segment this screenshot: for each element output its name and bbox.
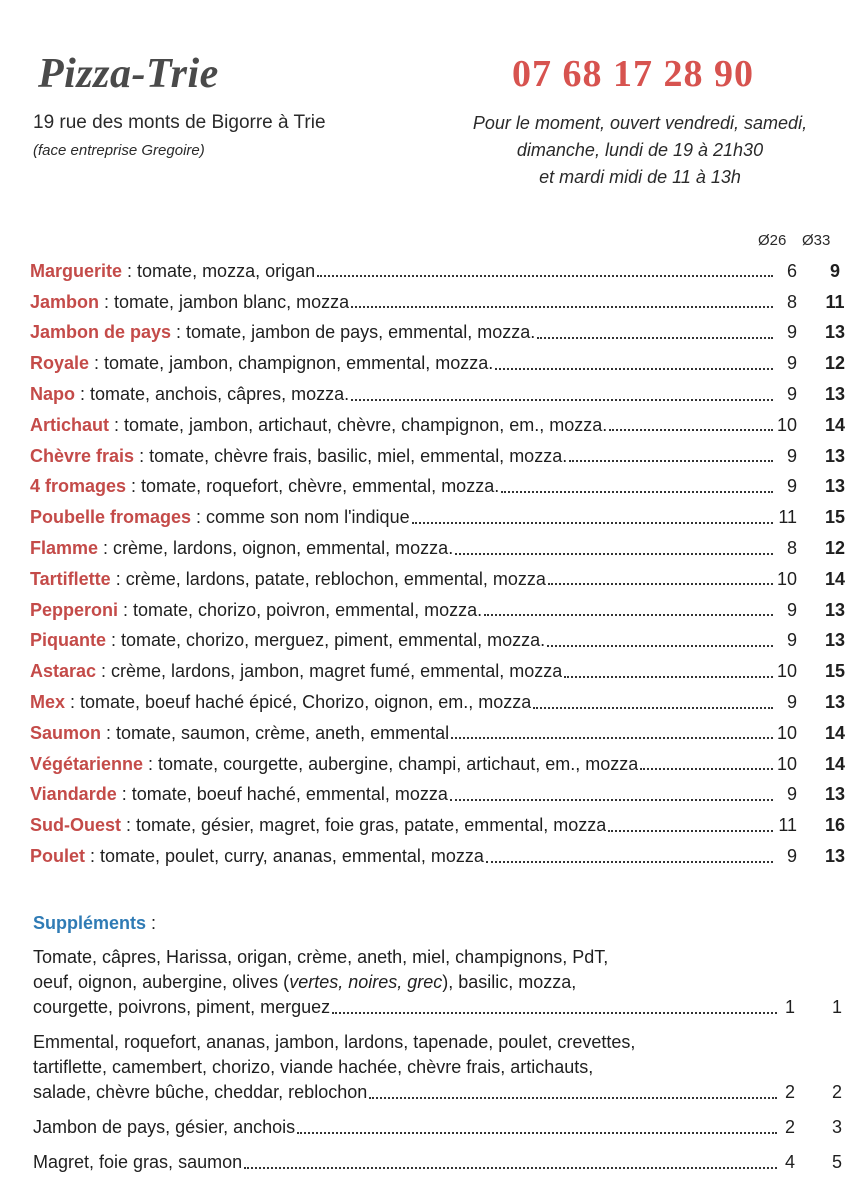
dot-leader [547,645,773,647]
price-small: 9 [786,630,797,651]
dot-leader [332,1012,777,1014]
pizza-description [30,415,607,436]
pizza-ingredients: : tomate, jambon, champignon, emmental, mozza. [89,353,494,374]
pizza-name: Pepperoni [30,599,119,620]
price-small: 10 [776,568,797,589]
hours-line: dimanche, lundi de 19 à 21h30 [516,140,764,160]
price-small: 6 [786,260,797,281]
pizza-description [30,292,349,313]
pizza-name: Poulet [30,846,86,867]
pizza-description [30,815,606,836]
pizza-name: Jambon de pays [30,322,172,343]
phone-number: 07 68 17 28 90 [512,53,754,95]
supplement-group [33,1150,845,1175]
pizza-name: Viandarde [30,784,117,805]
supplement-text: ), basilic, mozza, [442,972,577,992]
supplement-price-line [33,1150,845,1175]
pizza-description [30,507,410,528]
dot-leader [495,368,773,370]
pizza-description [30,538,453,559]
price-large: 15 [825,661,846,682]
price-small: 9 [786,353,797,374]
pizza-row [30,718,845,749]
dot-leader [450,799,773,801]
pizza-description [30,754,638,775]
supplement-price-line [33,1080,845,1105]
supplement-text: Jambon de pays, gésier, anchois [33,1117,296,1137]
pizza-ingredients: : tomate, saumon, crème, aneth, emmental [101,722,450,743]
price-small: 4 [784,1152,795,1172]
pizza-name: Mex [30,692,66,713]
supplements-list [33,945,845,1185]
supplement-text: Magret, foie gras, saumon [33,1152,243,1172]
dot-leader [486,861,773,863]
pizza-description [30,692,531,713]
pizza-row [30,256,845,287]
price-large: 3 [831,1117,842,1137]
pizza-name: 4 fromages [30,476,127,497]
price-large: 12 [825,538,846,559]
supplement-text: courgette, poivrons, piment, merguez [33,997,331,1017]
dot-leader [297,1132,777,1134]
pizza-ingredients: : tomate, boeuf haché, emmental, mozza [116,784,448,805]
supplements-title-colon: : [146,913,157,933]
dot-leader [412,522,773,524]
pizza-row [30,441,845,472]
pizza-row [30,502,845,533]
pizza-ingredients: : tomate, chorizo, merguez, piment, emmental, mozza. [106,630,546,651]
pizza-name: Flamme [30,538,99,559]
price-small: 9 [786,384,797,405]
pizza-name: Royale [30,353,90,374]
pizza-ingredients: : tomate, roquefort, chèvre, emmental, mozza. [126,476,500,497]
price-large: 13 [825,445,846,466]
pizza-description [30,846,484,867]
supplement-line: Tomate, câpres, Harissa, origan, crème, aneth, miel, champignons, PdT, [33,947,609,967]
pizza-row [30,656,845,687]
supplements-title-text: Suppléments [33,913,147,933]
price-large: 9 [829,260,840,281]
pizza-row [30,287,845,318]
pizza-name: Marguerite [30,260,123,281]
price-large: 13 [825,846,846,867]
price-large: 13 [825,630,846,651]
supplement-price-line [33,1115,845,1140]
pizza-ingredients: : tomate, anchois, câpres, mozza. [75,384,350,405]
price-large: 13 [825,476,846,497]
price-small: 9 [786,784,797,805]
price-small: 10 [776,753,797,774]
price-small: 8 [786,291,797,312]
pizza-description [30,661,562,682]
dot-leader [548,583,773,585]
pizza-description [30,630,545,651]
pizza-row [30,318,845,349]
price-large: 14 [825,722,846,743]
price-small: 1 [784,997,795,1017]
price-small: 10 [776,661,797,682]
pizza-name: Jambon [30,291,100,312]
pizza-description [30,353,493,374]
pizza-ingredients: : crème, lardons, oignon, emmental, mozza. [98,538,454,559]
pizza-row [30,472,845,503]
pizza-ingredients: : tomate, chèvre frais, basilic, miel, emmental, mozza. [134,445,568,466]
pizza-name: Astarac [30,661,97,682]
price-large: 11 [825,291,845,312]
pizza-row [30,379,845,410]
dot-leader [351,306,773,308]
pizza-ingredients: : crème, lardons, jambon, magret fumé, emmental, mozza [96,661,563,682]
dot-leader [451,737,773,739]
price-small: 9 [786,322,797,343]
dot-leader [369,1097,777,1099]
pizza-description [30,569,546,590]
price-small: 10 [776,722,797,743]
pizza-description [30,446,567,467]
pizza-row [30,841,845,872]
supplement-text: oeuf, oignon, aubergine, olives ( [33,972,290,992]
pizza-row [30,810,845,841]
restaurant-name: Pizza-Trie [38,51,219,97]
price-large: 15 [825,507,846,528]
pizza-row [30,410,845,441]
supplement-price-line [33,995,845,1020]
dot-leader [640,768,773,770]
dot-leader [569,460,773,462]
size-small-header: Ø26 [758,232,787,249]
pizza-name: Poubelle fromages [30,507,192,528]
supplement-line: Emmental, roquefort, ananas, jambon, lardons, tapenade, poulet, crevettes, [33,1032,636,1052]
pizza-ingredients: : tomate, chorizo, poivron, emmental, mozza. [118,599,483,620]
pizza-row [30,595,845,626]
dot-leader [609,429,773,431]
dot-leader [533,707,773,709]
pizza-description [30,600,482,621]
address: 19 rue des monts de Bigorre à Trie [33,112,326,133]
pizza-description [30,384,349,405]
dot-leader [501,491,773,493]
price-small: 11 [778,815,797,836]
dot-leader [608,830,773,832]
pizza-row [30,749,845,780]
price-small: 9 [786,445,797,466]
pizza-ingredients: : tomate, boeuf haché épicé, Chorizo, oignon, em., mozza [65,692,532,713]
price-large: 13 [825,599,846,620]
pizza-description [30,476,499,497]
pizza-description [30,723,449,744]
pizza-ingredients: : tomate, gésier, magret, foie gras, patate, emmental, mozza [121,815,607,836]
price-large: 12 [825,353,846,374]
supplement-group [33,1030,845,1105]
dot-leader [244,1167,777,1169]
price-large: 5 [831,1152,842,1172]
price-large: 1 [831,997,842,1017]
price-small: 11 [778,507,797,528]
dot-leader [351,399,773,401]
dot-leader [564,676,773,678]
price-small: 9 [786,476,797,497]
pizza-name: Saumon [30,722,102,743]
price-large: 2 [831,1082,842,1102]
pizza-row [30,626,845,657]
pizza-row [30,687,845,718]
dot-leader [317,275,773,277]
pizza-ingredients: : tomate, mozza, origan [122,260,316,281]
supplements-title [33,913,156,934]
size-large-header: Ø33 [802,232,831,249]
pizza-name: Tartiflette [30,568,111,589]
price-large: 13 [825,692,846,713]
price-small: 9 [786,846,797,867]
opening-hours [430,110,850,191]
pizza-name: Piquante [30,630,107,651]
supplement-group [33,945,845,1020]
pizza-ingredients: : tomate, jambon, artichaut, chèvre, champignon, em., mozza. [109,414,608,435]
pizza-ingredients: : tomate, jambon de pays, emmental, mozza. [171,322,536,343]
price-small: 8 [786,538,797,559]
hours-line: Pour le moment, ouvert vendredi, samedi, [472,113,808,133]
price-large: 13 [825,322,846,343]
hours-line: et mardi midi de 11 à 13h [539,167,741,187]
pizza-description [30,261,315,282]
pizza-description [30,784,448,805]
price-small: 2 [784,1117,795,1137]
price-small: 2 [784,1082,795,1102]
supplement-text-italic: vertes, noires, grec [289,972,443,992]
pizza-description [30,322,535,343]
price-large: 14 [825,753,846,774]
price-small: 10 [776,414,797,435]
supplement-text: salade, chèvre bûche, cheddar, reblochon [33,1082,368,1102]
dot-leader [484,614,773,616]
price-small: 9 [786,692,797,713]
supplement-line: tartiflette, camembert, chorizo, viande hachée, chèvre frais, artichauts, [33,1057,594,1077]
pizza-menu-list [30,256,845,872]
pizza-ingredients: : crème, lardons, patate, reblochon, emmental, mozza [110,568,546,589]
pizza-name: Sud-Ouest [30,815,122,836]
pizza-row [30,780,845,811]
price-large: 14 [825,414,846,435]
dot-leader [455,553,773,555]
pizza-name: Végétarienne [30,753,144,774]
price-large: 13 [825,784,846,805]
pizza-ingredients: : tomate, jambon blanc, mozza [99,291,350,312]
price-large: 13 [825,384,846,405]
pizza-ingredients: : comme son nom l'indique [191,507,410,528]
pizza-ingredients: : tomate, poulet, curry, ananas, emmental, mozza [85,846,484,867]
pizza-ingredients: : tomate, courgette, aubergine, champi, artichaut, em., mozza [143,753,639,774]
pizza-row [30,348,845,379]
pizza-row [30,533,845,564]
supplement-line [33,970,845,995]
dot-leader [537,337,773,339]
price-large: 16 [825,815,846,836]
supplement-group [33,1115,845,1140]
price-small: 9 [786,599,797,620]
price-large: 14 [825,568,846,589]
pizza-name: Artichaut [30,414,110,435]
address-note: (face entreprise Gregoire) [33,142,205,159]
pizza-name: Napo [30,384,75,405]
pizza-row [30,564,845,595]
pizza-name: Chèvre frais [30,445,135,466]
